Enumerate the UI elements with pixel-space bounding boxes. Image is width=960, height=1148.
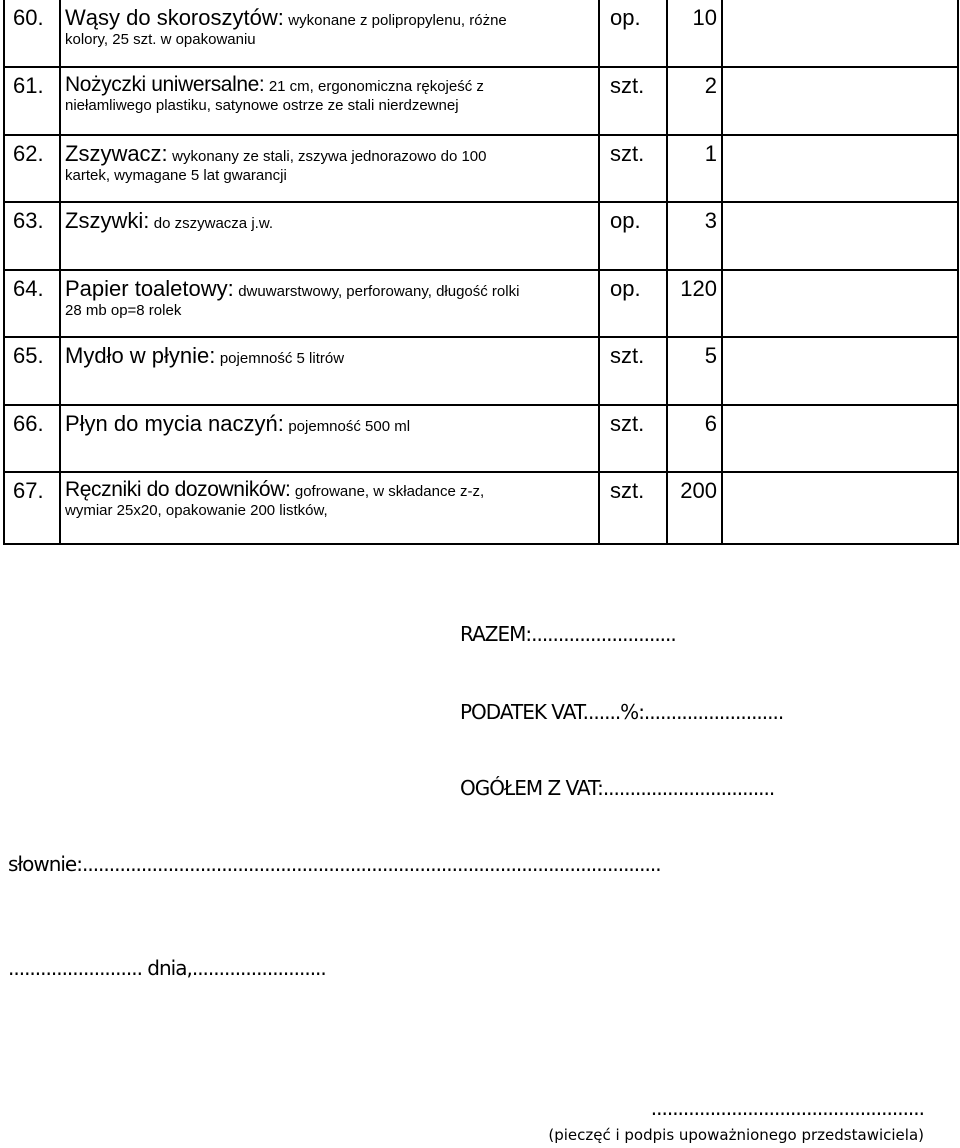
item-spec: pojemność 5 litrów <box>219 350 345 367</box>
item-name: Mydło w płynie: <box>65 343 216 368</box>
slownie-line: słownie:............................................................................................................ <box>8 852 661 876</box>
item-number: 64. <box>4 270 60 337</box>
item-spec-line2: 28 mb op=8 rolek <box>65 302 182 319</box>
item-price-cell[interactable] <box>722 472 958 544</box>
item-name: Nożyczki uniwersalne: <box>65 73 265 96</box>
item-number: 63. <box>4 202 60 270</box>
item-price-cell[interactable] <box>722 135 958 202</box>
item-price-cell[interactable] <box>722 67 958 135</box>
item-spec-line2: niełamliwego plastiku, satynowe ostrze ze stali nierdzewnej <box>65 97 459 114</box>
item-description <box>60 67 599 135</box>
item-unit: szt. <box>599 472 667 544</box>
item-number: 66. <box>4 405 60 472</box>
item-spec: gofrowane, w składance z-z, <box>294 483 485 500</box>
item-unit: szt. <box>599 337 667 405</box>
item-price-cell[interactable] <box>722 405 958 472</box>
signature-caption: (pieczęć i podpis upoważnionego przedstawiciela) <box>548 1126 924 1144</box>
item-unit: op. <box>599 202 667 270</box>
item-name: Ręczniki do dozowników: <box>65 478 291 501</box>
item-name: Zszywki: <box>65 208 150 233</box>
table-row <box>4 405 958 472</box>
item-name: Zszywacz: <box>65 141 168 166</box>
item-price-cell[interactable] <box>722 202 958 270</box>
item-description <box>60 135 599 202</box>
item-unit: szt. <box>599 135 667 202</box>
item-quantity: 3 <box>667 202 722 270</box>
table-row <box>4 270 958 337</box>
table-row <box>4 202 958 270</box>
item-spec: wykonane z polipropylenu, różne <box>288 12 507 29</box>
signature-line: ................................................... <box>650 1096 924 1120</box>
item-number: 60. <box>4 0 60 67</box>
table-row <box>4 67 958 135</box>
item-quantity: 1 <box>667 135 722 202</box>
item-description <box>60 0 599 67</box>
podatek-vat-line: PODATEK VAT.......%:.......................... <box>460 700 784 724</box>
item-name: Papier toaletowy: <box>65 276 234 301</box>
item-description <box>60 270 599 337</box>
item-spec: do zszywacza j.w. <box>153 215 273 232</box>
item-quantity: 6 <box>667 405 722 472</box>
item-spec: 21 cm, ergonomiczna rękojeść z <box>268 78 484 95</box>
item-unit: op. <box>599 270 667 337</box>
item-spec-line2: kartek, wymagane 5 lat gwarancji <box>65 167 287 184</box>
table-row <box>4 472 958 544</box>
item-unit: szt. <box>599 405 667 472</box>
item-description <box>60 405 599 472</box>
item-quantity: 5 <box>667 337 722 405</box>
item-spec: dwuwarstwowy, perforowany, długość rolki <box>238 283 520 300</box>
item-unit: op. <box>599 0 667 67</box>
item-spec-line2: wymiar 25x20, opakowanie 200 listków, <box>65 502 328 519</box>
date-line: ......................... dnia,......................... <box>8 956 326 980</box>
item-quantity: 10 <box>667 0 722 67</box>
item-description <box>60 202 599 270</box>
item-unit: szt. <box>599 67 667 135</box>
table-row <box>4 337 958 405</box>
item-number: 61. <box>4 67 60 135</box>
item-description <box>60 472 599 544</box>
item-spec: pojemność 500 ml <box>288 418 411 435</box>
item-price-cell[interactable] <box>722 0 958 67</box>
item-price-cell[interactable] <box>722 337 958 405</box>
item-quantity: 120 <box>667 270 722 337</box>
table-row <box>4 0 958 67</box>
table-row <box>4 135 958 202</box>
item-spec: wykonany ze stali, zszywa jednorazowo do 100 <box>172 148 487 165</box>
razem-line: RAZEM:........................... <box>460 622 676 646</box>
item-number: 65. <box>4 337 60 405</box>
item-number: 67. <box>4 472 60 544</box>
item-number: 62. <box>4 135 60 202</box>
item-quantity: 2 <box>667 67 722 135</box>
item-price-cell[interactable] <box>722 270 958 337</box>
item-name: Wąsy do skoroszytów: <box>65 5 284 30</box>
item-name: Płyn do mycia naczyń: <box>65 411 284 436</box>
item-description <box>60 337 599 405</box>
item-spec-line2: kolory, 25 szt. w opakowaniu <box>65 31 256 48</box>
ogolem-z-vat-line: OGÓŁEM Z VAT:................................ <box>460 776 775 800</box>
items-table <box>3 0 959 545</box>
item-quantity: 200 <box>667 472 722 544</box>
